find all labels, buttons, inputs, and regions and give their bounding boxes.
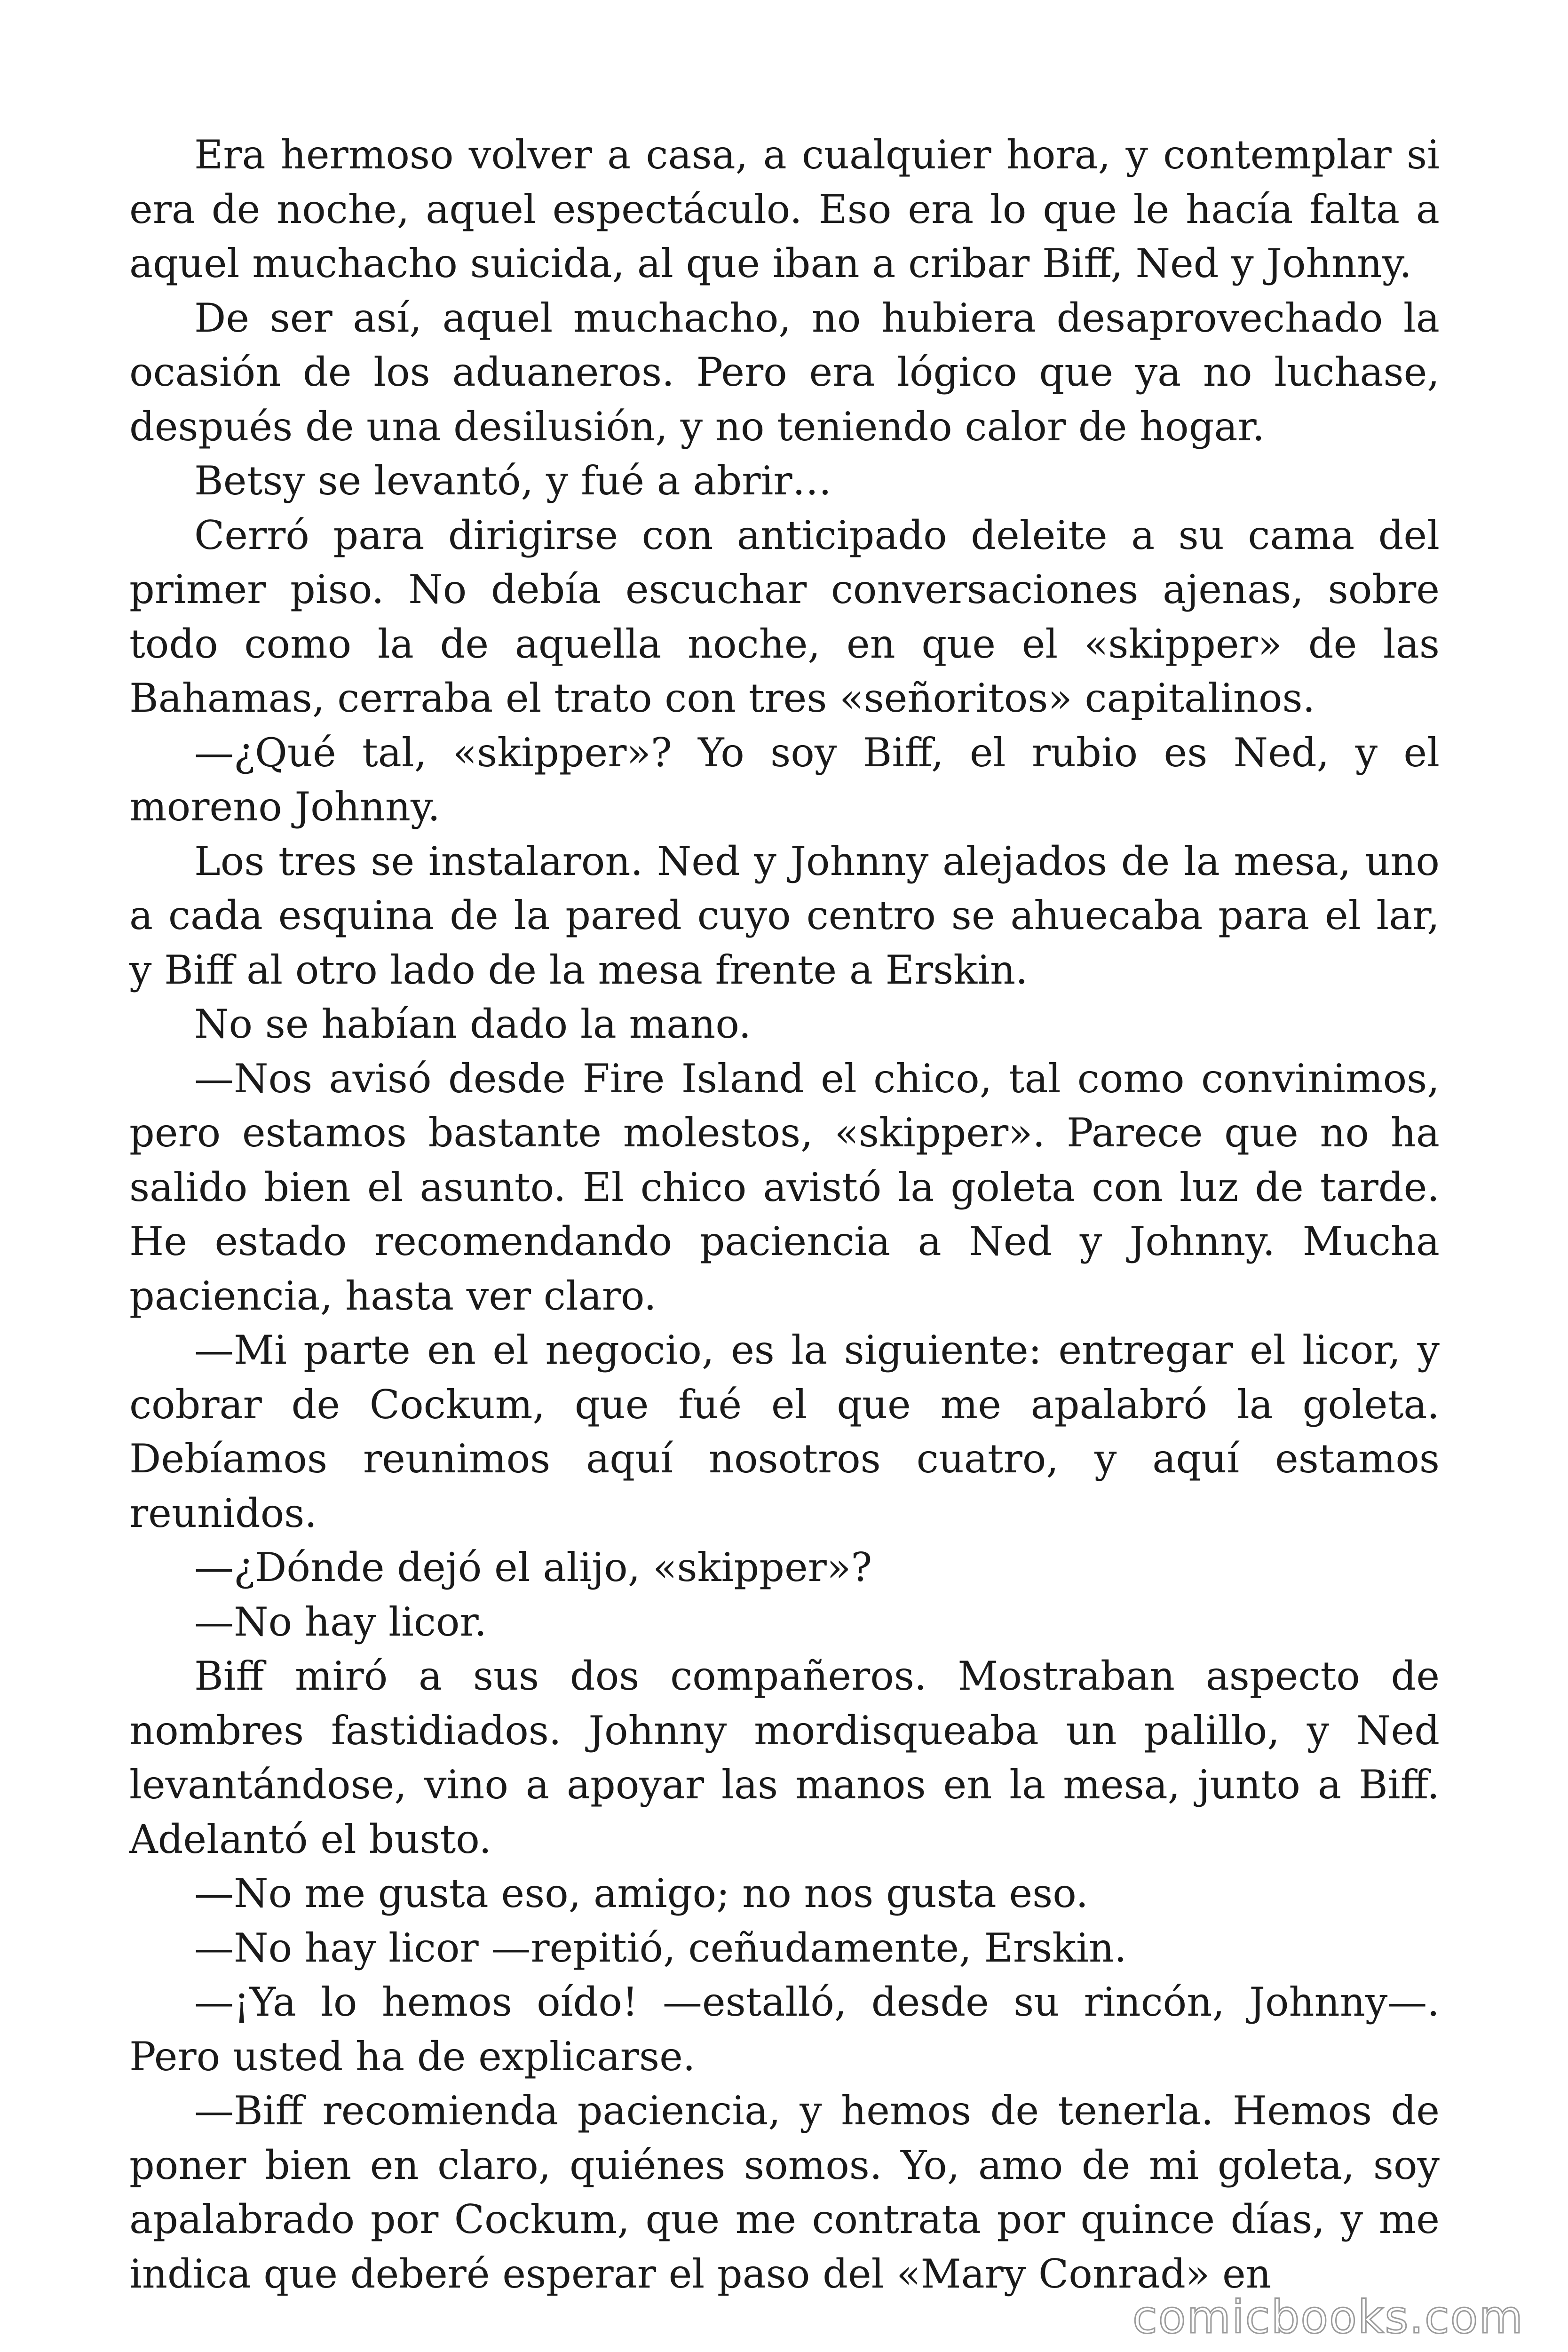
paragraph-6: Los tres se instalaron. Ned y Johnny alejados de la mesa, uno a cada esquina de la pared cuyo centro se ahuecaba para el lar, y Biff al otro lado de la mesa frente a Erskin. [129, 838, 1440, 993]
paragraph-3: Betsy se levantó, y fué a abrir… [194, 458, 832, 504]
watermark: comicbooks.com [1132, 2291, 1524, 2344]
paragraph-10: —¿Dónde dejó el alijo, «skipper»? [194, 1544, 872, 1590]
paragraph-15: —¡Ya lo hemos oído! —estalló, desde su rincón, Johnny—. Pero usted ha de explicarse. [129, 1979, 1440, 2080]
book-page-text [129, 128, 1440, 2301]
paragraph-8: —Nos avisó desde Fire Island el chico, tal como convinimos, pero estamos bastante molestos, «skipper». Parece que no ha salido bien el asunto. El chico avistó la goleta con luz de tarde. He estado recomendando paciencia a Ned y Johnny. Mucha paciencia, hasta ver claro. [129, 1055, 1440, 1319]
paragraph-4: Cerró para dirigirse con anticipado deleite a su cama del primer piso. No debía escuchar conversaciones ajenas, sobre todo como la de aquella noche, en que el «skipper» de las Bahamas, cerraba el trato con tres «señoritos» capitalinos. [129, 512, 1440, 721]
paragraph-16: —Biff recomienda paciencia, y hemos de tenerla. Hemos de poner bien en claro, quiénes somos. Yo, amo de mi goleta, soy apalabrado por Cockum, que me contrata por quince días, y me indica que deberé esperar el paso del «Mary Conrad» en [129, 2088, 1440, 2297]
paragraph-14: —No hay licor —repitió, ceñudamente, Erskin. [194, 1924, 1127, 1971]
paragraph-5: —¿Qué tal, «skipper»? Yo soy Biff, el rubio es Ned, y el moreno Johnny. [129, 729, 1440, 830]
paragraph-13: —No me gusta eso, amigo; no nos gusta eso. [194, 1870, 1089, 1916]
paragraph-7: No se habían dado la mano. [194, 1001, 752, 1047]
paragraph-11: —No hay licor. [194, 1598, 487, 1645]
paragraph-9: —Mi parte en el negocio, es la siguiente: entregar el licor, y cobrar de Cockum, que fué el que me apalabró la goleta. Debíamos reunimos aquí nosotros cuatro, y aquí estamos reunidos. [129, 1327, 1440, 1536]
paragraph-12: Biff miró a sus dos compañeros. Mostraban aspecto de nombres fastidiados. Johnny mordisqueaba un palillo, y Ned levantándose, vino a apoyar las manos en la mesa, junto a Biff. Adelantó el busto. [129, 1653, 1440, 1862]
paragraph-2: De ser así, aquel muchacho, no hubiera desaprovechado la ocasión de los aduaneros. Pero era lógico que ya no luchase, después de una desilusión, y no teniendo calor de hogar. [129, 294, 1440, 450]
paragraph-1: Era hermoso volver a casa, a cualquier hora, y contemplar si era de noche, aquel espectáculo. Eso era lo que le hacía falta a aquel muchacho suicida, al que iban a cribar Biff, Ned y Johnny. [129, 132, 1440, 286]
